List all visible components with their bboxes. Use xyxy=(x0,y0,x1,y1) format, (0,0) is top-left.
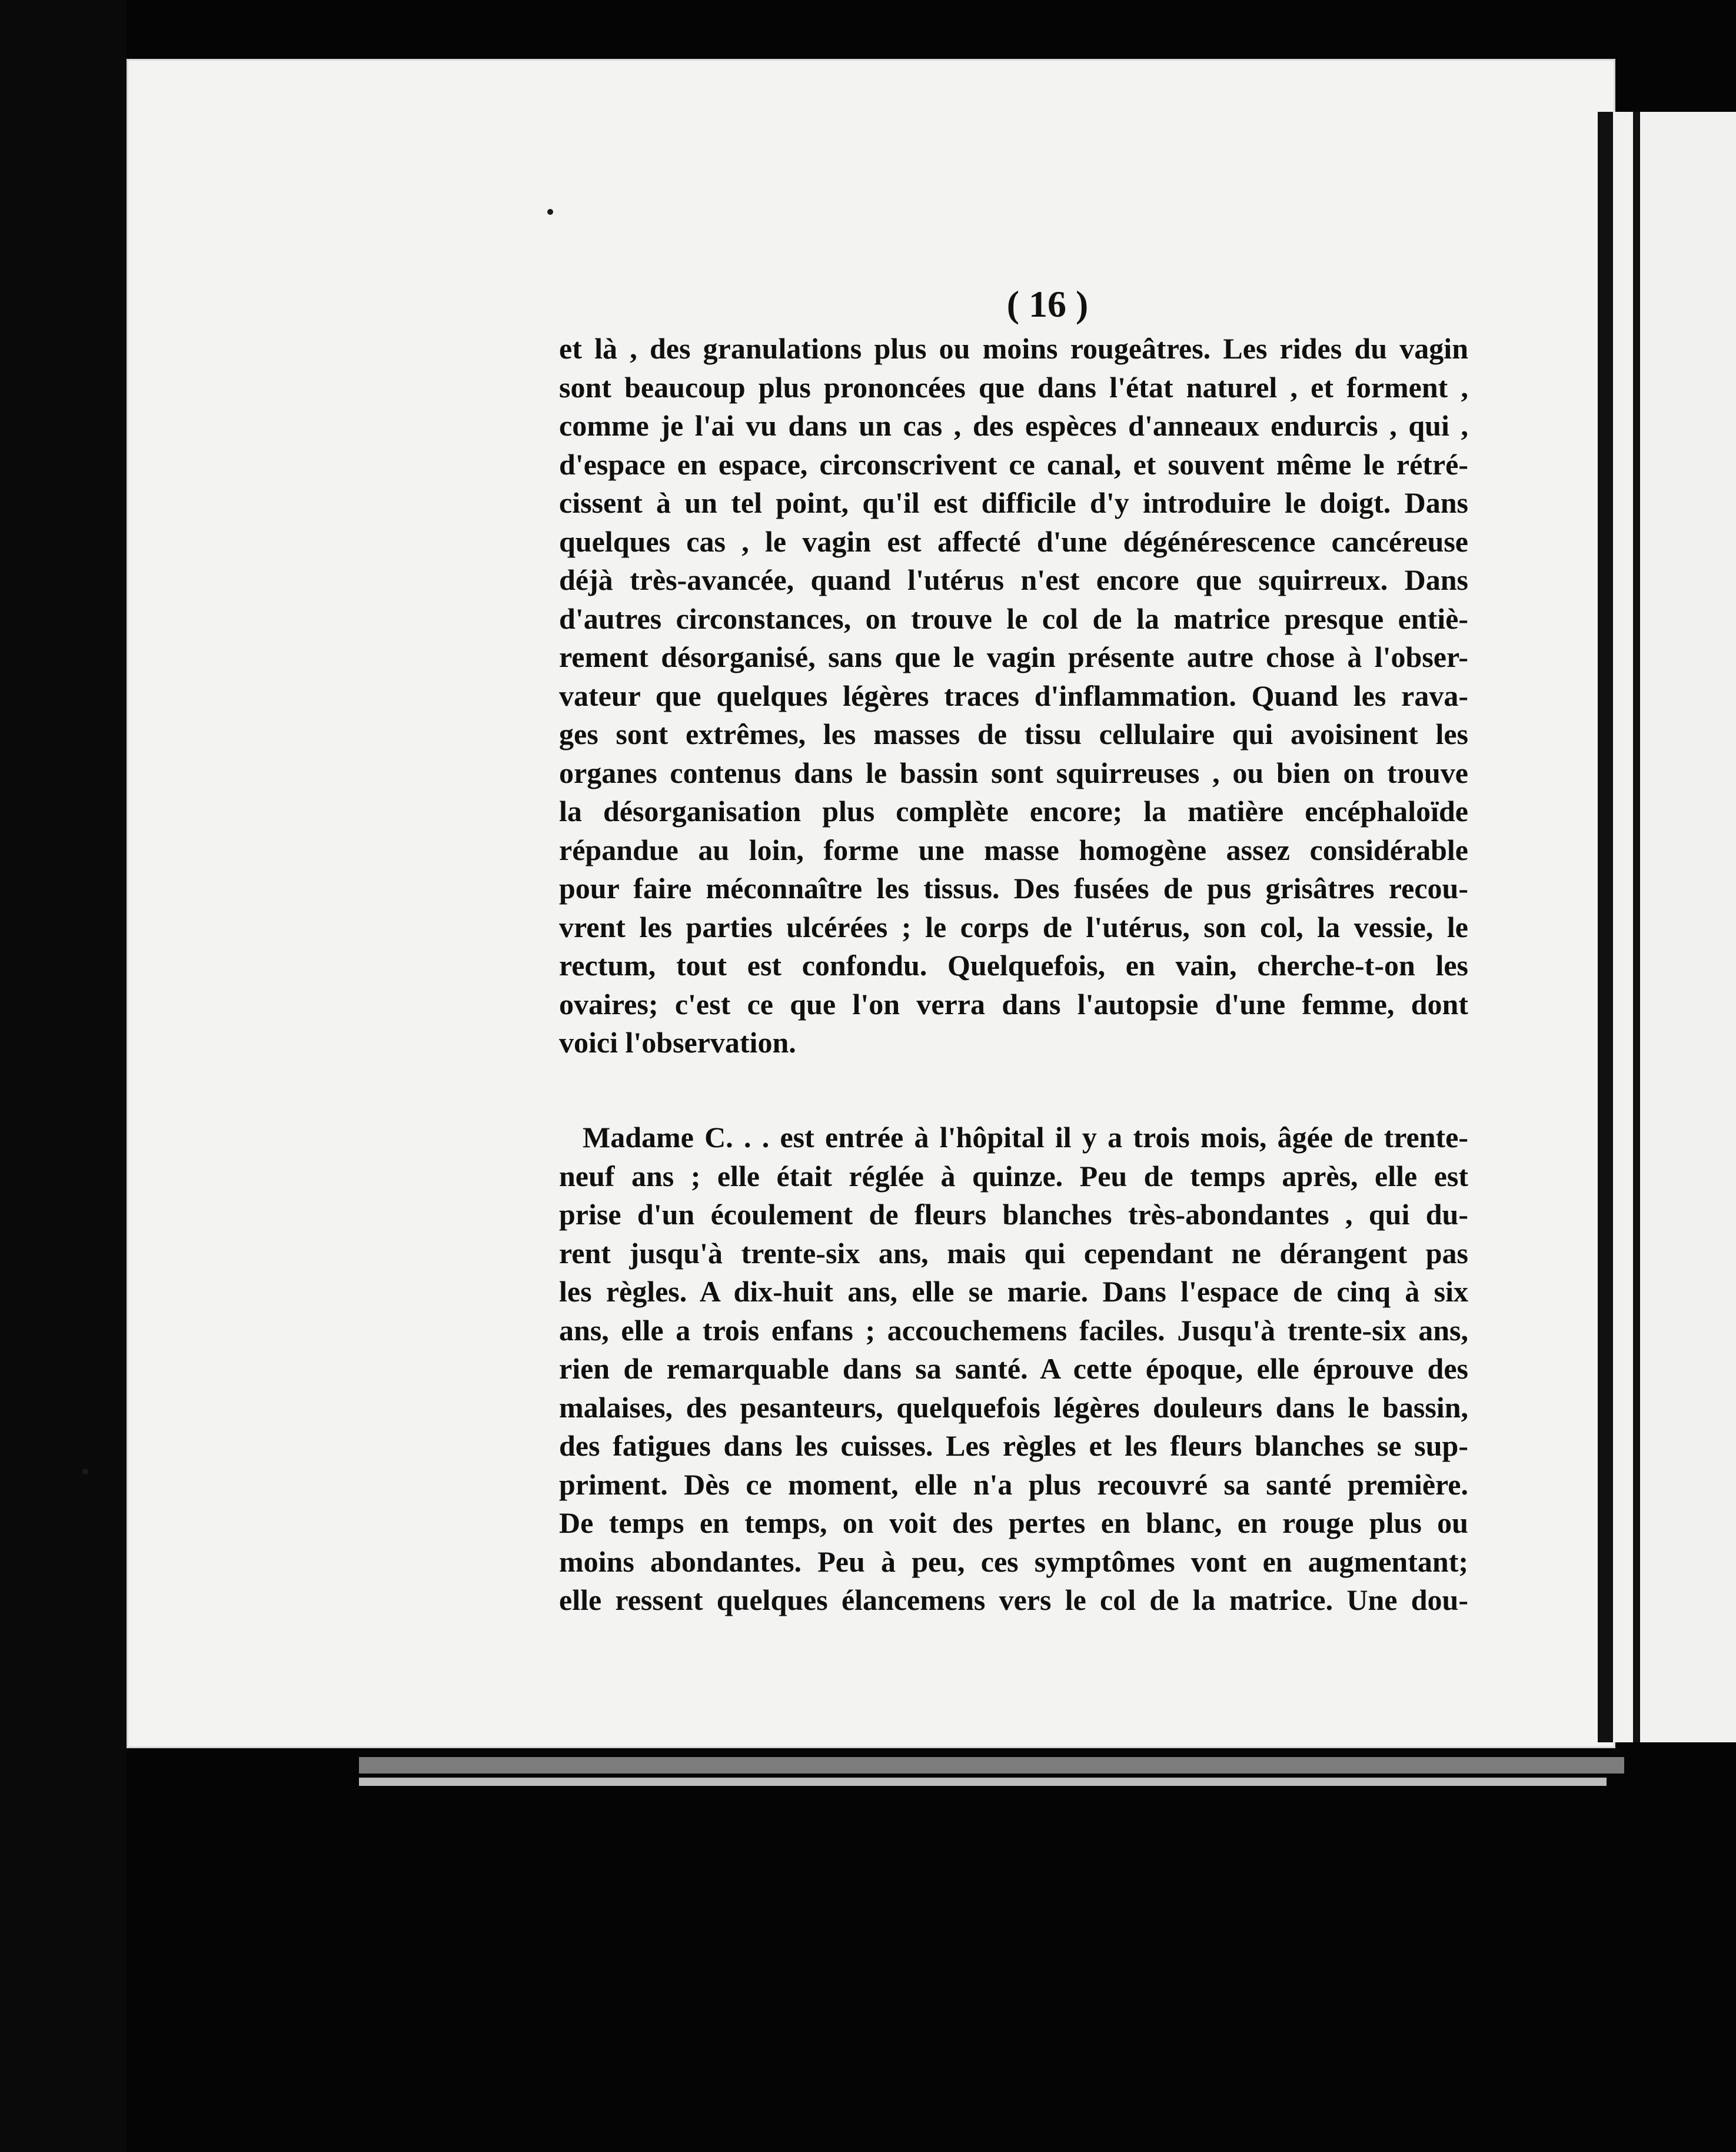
scan-left-margin xyxy=(0,0,127,2152)
text-line: moins abondantes. Peu à peu, ces symptômes vont en augmentant; xyxy=(559,1545,1468,1578)
text-line: cissent à un tel point, qu'il est difficile d'y introduire le doigt. Dans xyxy=(559,486,1468,519)
text-line: quelques cas , le vagin est affecté d'une dégénérescence cancéreuse xyxy=(559,524,1468,558)
text-line: rement désorganisé, sans que le vagin présente autre chose à l'obser- xyxy=(559,640,1468,673)
text-line: d'autres circonstances, on trouve le col de la matrice presque entiè- xyxy=(559,602,1468,635)
scan-speck xyxy=(547,209,553,215)
text-line: elle ressent quelques élancemens vers le col de la matrice. Une dou- xyxy=(559,1583,1468,1616)
text-line: rien de remarquable dans sa santé. A cette époque, elle éprouve des xyxy=(559,1352,1468,1385)
text-line: ges sont extrêmes, les masses de tissu cellulaire qui avoisinent les xyxy=(559,718,1468,750)
text-line: organes contenus dans le bassin sont squirreuses , ou bien on trouve xyxy=(559,756,1468,789)
text-line: malaises, des pesanteurs, quelquefois légères douleurs dans le bassin, xyxy=(559,1390,1468,1424)
text-line: la désorganisation plus complète encore; la matière encéphaloïde xyxy=(559,795,1468,828)
text-line: De temps en temps, on voit des pertes en blanc, en rouge plus ou xyxy=(559,1506,1468,1539)
scan-speck xyxy=(82,1469,88,1474)
text-line: des fatigues dans les cuisses. Les règles et les fleurs blanches se sup- xyxy=(559,1429,1468,1462)
text-line: d'espace en espace, circonscrivent ce canal, et souvent même le rétré- xyxy=(559,447,1468,481)
text-line: vateur que quelques légères traces d'inflammation. Quand les rava- xyxy=(559,679,1468,712)
text-line: répandue au loin, forme une masse homogène assez considérable xyxy=(559,833,1468,866)
text-line: les règles. A dix-huit ans, elle se marie. Dans l'espace de cinq à six xyxy=(559,1275,1468,1308)
text-line: neuf ans ; elle était réglée à quinze. Peu de temps après, elle est xyxy=(559,1159,1468,1193)
text-line: rent jusqu'à trente-six ans, mais qui cependant ne dérangent pas xyxy=(559,1236,1468,1270)
text-line: prise d'un écoulement de fleurs blanches très-abondantes , qui du- xyxy=(559,1198,1468,1231)
text-line: priment. Dès ce moment, elle n'a plus recouvré sa santé première. xyxy=(559,1467,1468,1501)
text-line: ans, elle a trois enfans ; accouchemens faciles. Jusqu'à trente-six ans, xyxy=(559,1313,1468,1347)
page-number: ( 16 ) xyxy=(1006,283,1089,325)
page-edge-shadow xyxy=(1633,112,1640,1742)
text-line: comme je l'ai vu dans un cas , des espèces d'anneaux endurcis , qui , xyxy=(559,409,1468,442)
paragraph-1 xyxy=(559,330,1468,1062)
text-line: pour faire méconnaître les tissus. Des fusées de pus grisâtres recou- xyxy=(559,872,1468,905)
text-line: déjà très-avancée, quand l'utérus n'est encore que squirreux. Dans xyxy=(559,563,1468,596)
facing-page-edge xyxy=(1598,112,1736,1742)
text-line: voici l'observation. xyxy=(559,1026,796,1059)
page-bottom-edge xyxy=(359,1757,1624,1774)
paragraph-2 xyxy=(559,1118,1468,1620)
text-line: Madame C. . . est entrée à l'hôpital il y a trois mois, âgée de trente- xyxy=(583,1121,1468,1154)
page-bottom-edge-light xyxy=(359,1778,1607,1786)
text-line: sont beaucoup plus prononcées que dans l'état naturel , et forment , xyxy=(559,370,1468,404)
text-line: vrent les parties ulcérées ; le corps de l'utérus, son col, la vessie, le xyxy=(559,910,1468,944)
text-line: et là , des granulations plus ou moins rougeâtres. Les rides du vagin xyxy=(559,332,1468,365)
text-line: ovaires; c'est ce que l'on verra dans l'autopsie d'une femme, dont xyxy=(559,987,1468,1021)
text-line: rectum, tout est confondu. Quelquefois, en vain, cherche-t-on les xyxy=(559,949,1468,982)
